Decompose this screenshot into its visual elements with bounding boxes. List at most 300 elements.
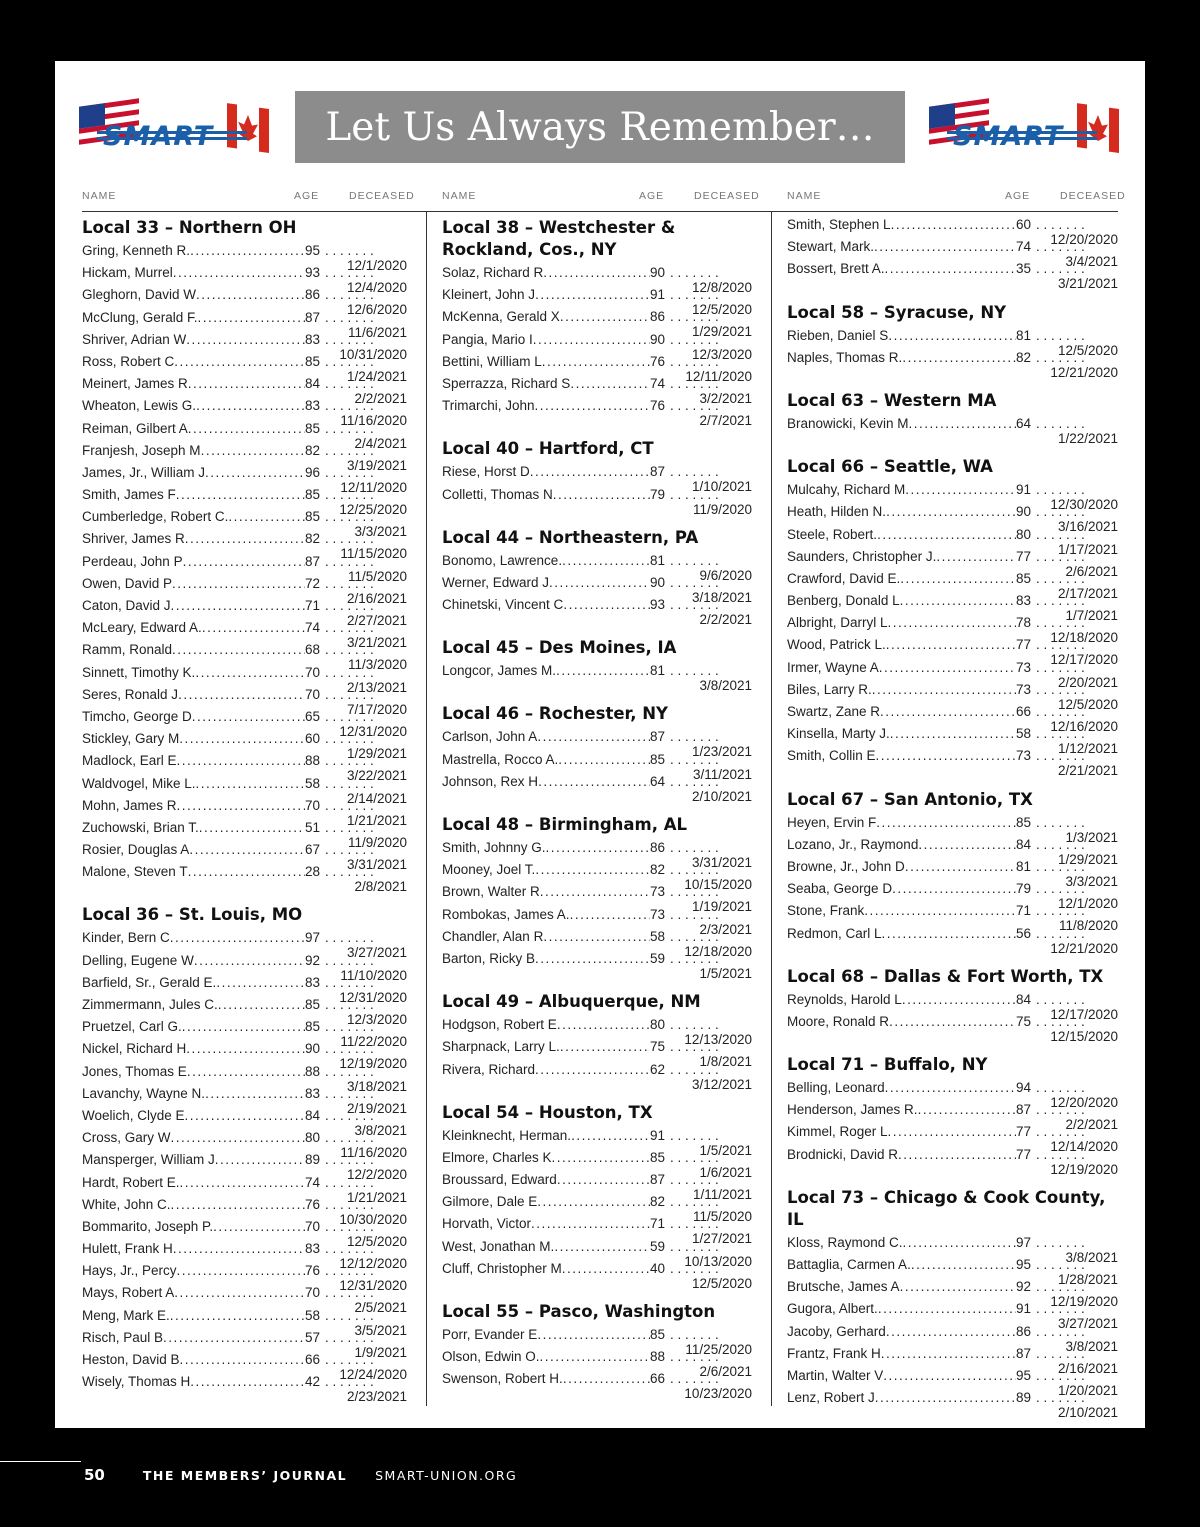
dot-leader <box>553 487 650 502</box>
member-age: 71 <box>1016 903 1032 919</box>
deceased-date: . . . 12/11/2020 <box>340 479 407 495</box>
member-age: 73 <box>650 884 666 900</box>
dot-leader <box>535 1062 650 1077</box>
dot-leader <box>888 1124 1016 1139</box>
member-age: 92 <box>305 952 321 968</box>
member-name: Reiman, Gilbert A <box>82 420 188 436</box>
deceased-date: . . . 1/28/2021 <box>1057 1272 1118 1287</box>
dot-leader <box>533 332 650 347</box>
dot-leader <box>531 1216 650 1231</box>
member-name: McClung, Gerald F. <box>82 309 198 325</box>
member-age: 70 <box>305 1218 321 1234</box>
member-name: Mulcahy, Richard M <box>787 482 906 498</box>
deceased-date: . . . 11/5/2020 <box>692 1209 752 1225</box>
header-age: AGE <box>1005 190 1031 202</box>
dot-leader <box>903 1235 1016 1250</box>
dot-leader <box>546 840 650 855</box>
deceased-date: . . . 12/25/2020 <box>339 502 407 518</box>
obituary-row <box>442 663 752 694</box>
member-age: 74 <box>305 1174 321 1190</box>
deceased-cell <box>1036 748 1118 778</box>
dot-leader <box>177 753 305 768</box>
journal-name: THE MEMBERS’ JOURNAL <box>142 1468 348 1483</box>
member-age: 90 <box>1016 504 1032 520</box>
deceased-date: . . . 3/12/2021 <box>691 1076 752 1092</box>
website-link[interactable]: SMART-UNION.ORG <box>375 1468 518 1483</box>
local-heading: Local 63 – Western MA <box>787 390 997 410</box>
member-name: Swartz, Zane R <box>787 704 881 719</box>
member-age: 51 <box>305 819 321 835</box>
dot-leader <box>936 549 1016 564</box>
member-name: Lenz, Robert J <box>787 1390 875 1406</box>
member-age: 75 <box>650 1039 666 1055</box>
dot-leader <box>557 1172 650 1187</box>
dot-leader <box>180 1175 305 1190</box>
deceased-date: . . . 3/21/2021 <box>346 635 407 651</box>
dot-leader <box>900 571 1016 586</box>
dot-leader <box>186 1041 305 1056</box>
dot-leader <box>570 376 650 391</box>
member-age: 81 <box>650 552 666 568</box>
deceased-date: . . . 11/15/2020 <box>340 546 407 562</box>
member-age: 35 <box>1016 261 1032 277</box>
deceased-date: . . . 3/5/2021 <box>354 1322 407 1338</box>
dot-leader <box>216 975 305 990</box>
member-name: Kinsella, Marty J. <box>787 726 890 742</box>
member-name: Mooney, Joel T. <box>442 862 536 878</box>
dot-leader <box>900 593 1016 608</box>
member-age: 91 <box>650 287 666 303</box>
member-name: Steele, Robert. <box>787 526 878 542</box>
dot-leader <box>170 930 305 945</box>
local-heading: Local 46 – Rochester, NY <box>442 704 669 724</box>
dot-leader <box>178 687 305 702</box>
member-name: Solaz, Richard R <box>442 265 544 280</box>
deceased-date: . . . 12/13/2020 <box>684 1032 752 1048</box>
dot-leader <box>864 903 1016 918</box>
deceased-cell <box>670 1371 752 1401</box>
deceased-date: . . . 3/2/2021 <box>699 390 752 406</box>
deceased-date: . . . 3/31/2021 <box>346 857 407 873</box>
dot-leader <box>177 1263 305 1278</box>
dot-leader <box>900 1279 1016 1294</box>
deceased-date: . . . 1/20/2021 <box>1057 1382 1118 1398</box>
deceased-date: . . . 12/5/2020 <box>1057 696 1118 712</box>
deceased-date: . . . 11/9/2020 <box>347 834 407 850</box>
deceased-date: . . . 12/31/2020 <box>339 723 407 739</box>
dot-leader <box>886 1324 1016 1339</box>
deceased-date: . . . 1/3/2021 <box>1065 829 1118 845</box>
member-age: 97 <box>305 930 321 946</box>
member-age: 70 <box>305 664 321 680</box>
dot-leader <box>892 881 1016 896</box>
dot-leader <box>530 464 650 479</box>
obituary-row <box>82 864 407 895</box>
deceased-date: . . . 2/21/2021 <box>1057 763 1118 779</box>
dot-leader <box>163 1330 305 1345</box>
deceased-date: . . . 12/6/2020 <box>346 302 407 318</box>
deceased-date: . . . 12/16/2020 <box>1050 719 1118 734</box>
deceased-date: . . . 3/8/2021 <box>699 678 752 694</box>
dot-leader <box>185 1108 305 1123</box>
dot-leader <box>535 862 650 877</box>
deceased-date: . . . 10/15/2020 <box>684 877 752 893</box>
obituary-row <box>787 925 1118 956</box>
dot-leader <box>909 416 1016 431</box>
member-age: 42 <box>305 1374 321 1390</box>
header-age: AGE <box>639 190 665 202</box>
deceased-cell <box>1036 1147 1118 1177</box>
dot-leader <box>563 597 650 612</box>
dot-leader <box>876 748 1016 763</box>
member-age: 87 <box>650 1172 666 1188</box>
member-name: Henderson, James R. <box>787 1102 918 1118</box>
dot-leader <box>549 575 650 590</box>
member-name: McKenna, Gerald X <box>442 309 560 325</box>
deceased-date: . . . 1/21/2021 <box>346 1189 407 1205</box>
deceased-date: . . . 3/21/2021 <box>1057 276 1118 292</box>
member-name: Ramm, Ronald <box>82 642 173 658</box>
member-name: Kleinert, John J <box>442 287 536 303</box>
dot-leader <box>186 332 305 347</box>
dot-leader <box>538 774 650 789</box>
deceased-cell <box>1036 350 1118 380</box>
deceased-date: . . . 1/9/2021 <box>354 1344 407 1360</box>
member-name: Stone, Frank <box>787 903 865 919</box>
dot-leader <box>571 1128 650 1143</box>
dot-leader <box>557 1017 650 1032</box>
deceased-date: . . . 1/17/2021 <box>1057 541 1118 557</box>
member-age: 87 <box>305 553 321 569</box>
deceased-cell <box>670 663 752 693</box>
deceased-date: . . . 12/11/2020 <box>685 368 752 384</box>
member-name: Trimarchi, John <box>442 398 535 414</box>
member-name: Sharpnack, Larry L. <box>442 1039 560 1055</box>
dot-leader <box>872 682 1016 697</box>
member-name: Waldvogel, Mike L. <box>82 775 196 791</box>
member-age: 91 <box>650 1127 666 1143</box>
dot-leader <box>562 1261 650 1276</box>
deceased-date: . . . 12/21/2020 <box>1050 940 1118 956</box>
member-age: 60 <box>305 731 321 747</box>
member-age: 78 <box>1016 615 1032 631</box>
deceased-date: . . . 1/10/2021 <box>691 479 752 495</box>
member-name: Sperrazza, Richard S <box>442 375 571 391</box>
dot-leader <box>902 350 1016 365</box>
page-title: Let Us Always Remember… <box>295 91 905 163</box>
member-age: 83 <box>305 974 321 990</box>
member-name: Naples, Thomas R. <box>787 349 903 365</box>
member-age: 75 <box>1016 1013 1032 1029</box>
member-age: 82 <box>650 1194 666 1210</box>
deceased-date: . . . 10/30/2020 <box>339 1211 407 1227</box>
deceased-date: . . . 3/27/2021 <box>346 945 407 961</box>
dot-leader <box>880 704 1016 719</box>
member-age: 76 <box>650 398 666 414</box>
member-name: Johnson, Rex H <box>442 773 539 789</box>
member-name: Frantz, Frank H <box>787 1345 881 1361</box>
member-age: 96 <box>305 464 321 480</box>
member-name: Shriver, James R <box>82 531 185 547</box>
member-name: Cumberledge, Robert C. <box>82 509 229 525</box>
member-name: Kinder, Bern C <box>82 930 170 946</box>
member-name: Gleghorn, David W <box>82 287 197 303</box>
dot-leader <box>562 553 650 568</box>
member-name: Lozano, Jr., Raymond <box>787 836 919 852</box>
member-age: 58 <box>1016 726 1032 742</box>
member-age: 90 <box>650 574 666 590</box>
deceased-date: . . . 3/8/2021 <box>1065 1338 1118 1354</box>
member-age: 73 <box>1016 681 1032 697</box>
deceased-cell <box>325 1374 407 1404</box>
member-name: Sinnett, Timothy K. <box>82 664 196 680</box>
member-age: 81 <box>1016 327 1032 343</box>
local-heading: Local 55 – Pasco, Washington <box>442 1302 716 1321</box>
column-body <box>442 211 752 1402</box>
column-2 <box>427 186 772 1411</box>
member-name: Carlson, John A <box>442 729 538 745</box>
dot-leader <box>890 726 1016 741</box>
obituary-row <box>82 1374 407 1405</box>
member-age: 77 <box>1016 548 1032 564</box>
member-age: 59 <box>650 1238 666 1254</box>
member-name: Benberg, Donald L <box>787 593 900 609</box>
member-age: 70 <box>305 1285 321 1301</box>
member-age: 82 <box>1016 349 1032 365</box>
deceased-date: . . . 12/17/2020 <box>1050 1006 1118 1022</box>
member-name: Colletti, Thomas N <box>442 486 553 502</box>
column-header <box>82 186 415 211</box>
deceased-date: . . . 1/8/2021 <box>699 1054 752 1070</box>
member-name: Risch, Paul B <box>82 1329 164 1345</box>
member-name: Heath, Hilden N. <box>787 504 887 520</box>
deceased-cell <box>670 1261 752 1291</box>
member-age: 85 <box>305 1019 321 1035</box>
member-name: Smith, Stephen L <box>787 217 891 232</box>
dot-leader <box>202 620 305 635</box>
dot-leader <box>213 1219 305 1234</box>
local-heading: Local 38 – Westchester & Rockland, Cos., NY <box>442 218 676 259</box>
member-name: Olson, Edwin O. <box>442 1349 540 1365</box>
obituary-row <box>442 597 752 628</box>
dot-leader <box>556 663 650 678</box>
deceased-date: . . . 2/19/2021 <box>346 1100 407 1116</box>
dot-leader <box>886 637 1016 652</box>
member-age: 90 <box>650 331 666 347</box>
member-name: Wisely, Thomas H <box>82 1374 191 1390</box>
member-name: Saunders, Christopher J. <box>787 548 937 564</box>
deceased-date: . . . 1/27/2021 <box>691 1231 752 1247</box>
dot-leader <box>177 798 305 813</box>
deceased-date: . . . 12/3/2020 <box>691 346 752 362</box>
dot-leader <box>171 1130 305 1145</box>
deceased-date: . . . 2/2/2021 <box>699 612 752 628</box>
member-age: 85 <box>1016 814 1032 830</box>
dot-leader <box>188 376 305 391</box>
deceased-date: . . . 1/11/2021 <box>692 1187 752 1203</box>
member-name: Lavanchy, Wayne N. <box>82 1085 206 1101</box>
deceased-date: . . . 1/21/2021 <box>346 812 407 828</box>
deceased-date: . . . 11/16/2020 <box>340 1145 407 1161</box>
deceased-date: . . . 12/19/2020 <box>339 1056 407 1072</box>
deceased-date: . . . 12/14/2020 <box>1050 1139 1118 1155</box>
dot-leader <box>885 1080 1016 1095</box>
deceased-date: . . . 12/30/2020 <box>1050 497 1118 513</box>
deceased-date: . . . 2/17/2021 <box>1057 585 1118 601</box>
member-name: Perdeau, John P <box>82 553 183 569</box>
member-age: 72 <box>305 575 321 591</box>
header-name: NAME <box>787 190 822 202</box>
deceased-date: . . . 2/2/2021 <box>1065 1117 1118 1133</box>
obituary-row <box>787 1390 1118 1421</box>
member-age: 83 <box>305 1241 321 1257</box>
member-name: Gugora, Albert. <box>787 1301 878 1317</box>
member-name: Bonomo, Lawrence. <box>442 552 563 568</box>
dot-leader <box>883 1368 1016 1383</box>
member-age: 73 <box>650 906 666 922</box>
deceased-date: . . . 3/27/2021 <box>1057 1316 1118 1332</box>
deceased-date: . . . 1/12/2021 <box>1057 741 1118 757</box>
deceased-date: . . . 2/5/2021 <box>354 1300 407 1316</box>
dot-leader <box>905 859 1016 874</box>
dot-leader <box>179 731 305 746</box>
member-age: 73 <box>1016 659 1032 675</box>
member-age: 83 <box>305 1085 321 1101</box>
member-name: Madlock, Earl E <box>82 753 177 769</box>
column-body <box>82 211 407 1405</box>
member-age: 87 <box>305 309 321 325</box>
deceased-date: . . . 12/24/2020 <box>339 1367 407 1382</box>
dot-leader <box>171 1197 305 1212</box>
deceased-date: . . . 2/2/2021 <box>354 391 407 407</box>
deceased-cell <box>1036 416 1118 446</box>
page-number: 50 <box>84 1466 105 1484</box>
deceased-date: . . . 1/24/2021 <box>346 368 407 384</box>
deceased-date: . . . 1/19/2021 <box>691 899 752 915</box>
member-age: 76 <box>650 353 666 369</box>
local-heading: Local 44 – Northeastern, PA <box>442 527 699 547</box>
dot-leader <box>535 951 650 966</box>
member-name: Longcor, James M. <box>442 663 557 679</box>
deceased-date: . . . 11/3/2020 <box>347 657 407 673</box>
member-name: Smith, Johnny G. <box>442 840 546 855</box>
member-name: Kloss, Raymond C. <box>787 1234 903 1250</box>
member-name: Cross, Gary W <box>82 1130 171 1146</box>
deceased-date: . . . 12/2/2020 <box>346 1167 407 1183</box>
dot-leader <box>560 1039 650 1054</box>
dot-leader <box>875 1390 1016 1405</box>
member-age: 84 <box>305 376 321 392</box>
deceased-cell <box>670 774 752 804</box>
member-age: 88 <box>305 1063 321 1079</box>
deceased-date: . . . 10/31/2020 <box>339 346 407 362</box>
member-age: 92 <box>1016 1279 1032 1295</box>
member-age: 85 <box>305 353 321 369</box>
deceased-date: . . . 11/22/2020 <box>340 1034 407 1050</box>
dot-leader <box>170 1308 305 1323</box>
member-age: 95 <box>305 243 321 258</box>
deceased-cell <box>1036 261 1118 291</box>
deceased-date: . . . 11/25/2020 <box>685 1342 752 1357</box>
deceased-date: . . . 3/8/2021 <box>354 1122 407 1138</box>
deceased-date: . . . 2/10/2021 <box>1057 1405 1118 1421</box>
member-age: 88 <box>305 753 321 769</box>
dot-leader <box>882 926 1016 941</box>
page <box>55 61 1145 1428</box>
member-name: Seaba, George D <box>787 881 893 897</box>
member-age: 85 <box>305 509 321 525</box>
deceased-date: . . . 3/4/2021 <box>1065 254 1118 270</box>
dot-leader <box>192 709 305 724</box>
member-name: Branowicki, Kevin M <box>787 415 909 431</box>
member-age: 91 <box>1016 482 1032 498</box>
deceased-date: . . . 1/22/2021 <box>1057 430 1118 446</box>
deceased-cell <box>670 597 752 627</box>
member-age: 76 <box>305 1263 321 1279</box>
member-name: Mastrella, Rocco A. <box>442 751 559 767</box>
member-name: Smith, Collin E <box>787 748 876 764</box>
member-name: Rivera, Richard <box>442 1061 536 1077</box>
local-heading: Local 73 – Chicago & Cook County, IL <box>787 1187 1106 1229</box>
member-age: 84 <box>1016 991 1032 1007</box>
member-age: 85 <box>650 1327 666 1342</box>
member-name: Shriver, Adrian W <box>82 331 187 347</box>
deceased-date: . . . 12/18/2020 <box>1050 630 1118 646</box>
member-age: 90 <box>650 265 666 280</box>
member-name: Pruetzel, Carl G. <box>82 1019 182 1035</box>
dot-leader <box>876 815 1016 830</box>
member-name: Jones, Thomas E <box>82 1063 187 1079</box>
member-name: Bettini, William L <box>442 353 542 369</box>
member-age: 80 <box>650 1017 666 1033</box>
member-name: Irmer, Wayne A <box>787 659 879 675</box>
member-name: Pangia, Mario I <box>442 331 533 347</box>
local-heading: Local 40 – Hartford, CT <box>442 439 654 459</box>
member-name: Moore, Ronald R <box>787 1013 890 1029</box>
deceased-date: . . . 2/6/2021 <box>699 1364 752 1380</box>
member-name: Mays, Robert A <box>82 1285 175 1301</box>
member-name: Seres, Ronald J <box>82 686 179 702</box>
dot-leader <box>552 1150 650 1165</box>
obituary-row <box>787 261 1118 292</box>
dot-leader <box>898 1147 1016 1162</box>
dot-leader <box>877 527 1016 542</box>
member-name: Chinetski, Vincent C <box>442 597 564 613</box>
deceased-date: . . . 12/3/2020 <box>346 1012 407 1027</box>
member-name: Browne, Jr., John D <box>787 858 905 874</box>
deceased-date: . . . 3/8/2021 <box>1065 1249 1118 1265</box>
member-name: Porr, Evander E <box>442 1327 538 1342</box>
member-name: Crawford, David E. <box>787 570 901 586</box>
member-age: 59 <box>650 950 666 966</box>
member-age: 79 <box>1016 881 1032 897</box>
deceased-date: . . . 12/8/2020 <box>691 280 752 295</box>
member-name: Malone, Steven T <box>82 864 188 880</box>
member-name: Woelich, Clyde E <box>82 1107 185 1123</box>
deceased-date: . . . 12/5/2020 <box>691 302 752 318</box>
header-age: AGE <box>294 190 320 202</box>
dot-leader <box>196 398 305 413</box>
member-age: 58 <box>650 928 666 944</box>
deceased-date: . . . 2/16/2021 <box>1057 1360 1118 1376</box>
obituary-columns <box>82 186 1126 1421</box>
dot-leader <box>558 752 650 767</box>
header-rule <box>772 211 1118 212</box>
obituary-row <box>787 1146 1118 1177</box>
deceased-date: . . . 11/16/2020 <box>340 413 407 429</box>
deceased-date: . . . 12/1/2020 <box>1057 896 1118 912</box>
member-name: Hays, Jr., Percy <box>82 1263 177 1279</box>
